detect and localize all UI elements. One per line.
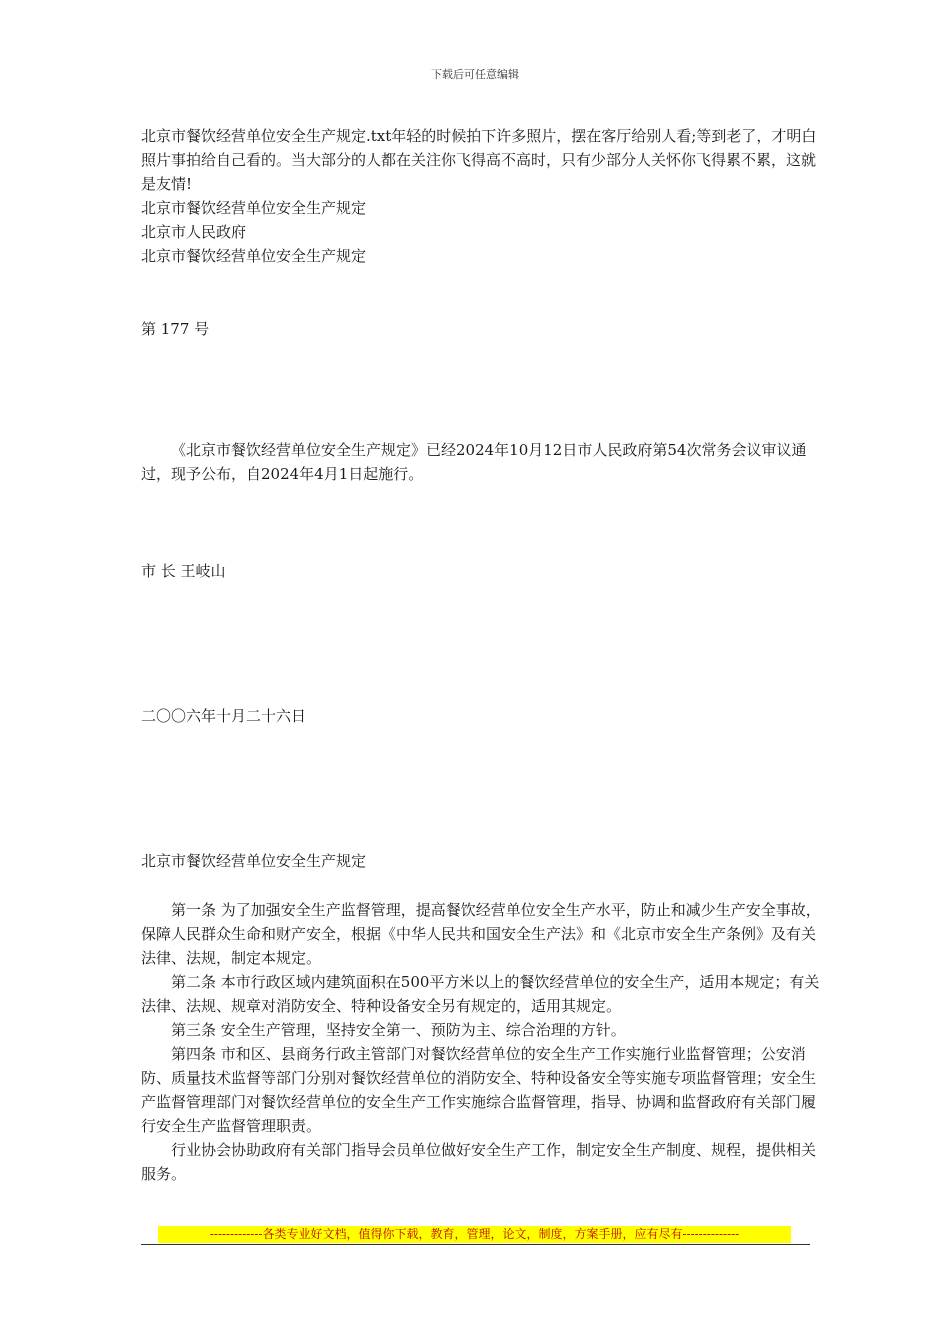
article-4-paragraph-2: 行业协会协助政府有关部门指导会员单位做好安全生产工作，制定安全生产制度、规程，提供相关服务。	[141, 1141, 817, 1183]
announcement: 《北京市餐饮经营单位安全生产规定》已经2024年10月12日市人民政府第54次常务会议审议通过，现予公布，自2024年4月1日起施行。	[141, 441, 807, 483]
order-number: 第 177 号	[141, 320, 210, 338]
issue-date: 二〇〇六年十月二十六日	[141, 707, 307, 725]
page-header: 下载后可任意编辑	[431, 68, 519, 81]
document-subtitle: 北京市餐饮经营单位安全生产规定	[141, 247, 367, 265]
article-2: 第二条 本市行政区域内建筑面积在500平方米以上的餐饮经营单位的安全生产，适用本规定；有关法律、法规、规章对消防安全、特种设备安全另有规定的，适用其规定。	[141, 973, 820, 1015]
article-3: 第三条 安全生产管理，坚持安全第一、预防为主、综合治理的方针。	[171, 1021, 626, 1039]
intro-text: 北京市餐饮经营单位安全生产规定.txt年轻的时候拍下许多照片，摆在客厅给别人看;等到老了，才明白照片事拍给自己看的。当大部分的人都在关注你飞得高不高时，只有少部分人关怀你飞得累不累，这就是友情!	[141, 127, 817, 193]
document-title: 北京市餐饮经营单位安全生产规定	[141, 199, 367, 217]
regulation-title: 北京市餐饮经营单位安全生产规定	[141, 852, 367, 870]
article-4: 第四条 市和区、县商务行政主管部门对餐饮经营单位的安全生产工作实施行业监督管理；公安消防、质量技术监督等部门分别对餐饮经营单位的消防安全、特种设备安全等实施专项监督管理；安全生产监督管理部门对餐饮经营单位的安全生产工作实施综合监督管理，指导、协调和监督政府有关部门履行安全生产监督管理职责。	[141, 1045, 817, 1135]
article-1: 第一条 为了加强安全生产监督管理，提高餐饮经营单位安全生产水平，防止和减少生产安全事故，保障人民群众生命和财产安全，根据《中华人民共和国安全生产法》和《北京市安全生产条例》及有关法律、法规，制定本规定。	[141, 901, 821, 967]
footer-divider	[141, 1244, 810, 1245]
mayor-signature: 市 长 王岐山	[141, 562, 226, 580]
issuer: 北京市人民政府	[141, 223, 247, 241]
footer-banner: -------------各类专业好文档，值得你下载，教育，管理，论文，制度，方案手册，应有尽有--------------	[158, 1226, 791, 1243]
document-body	[141, 124, 821, 1186]
